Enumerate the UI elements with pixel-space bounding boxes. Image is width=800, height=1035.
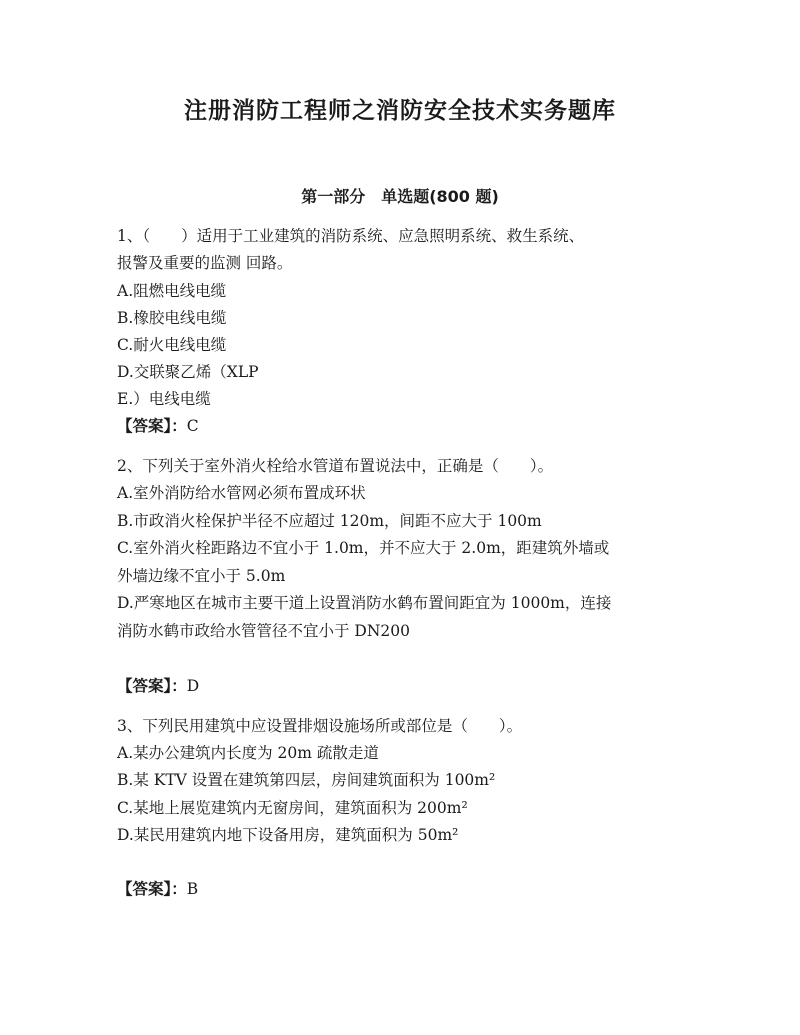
question-2-option-d-line-2: 消防水鹤市政给水管管径不宜小于 DN200	[117, 622, 411, 640]
question-1-option-e: E.）电线电缆	[117, 390, 211, 408]
question-1-option-d: D.交联聚乙烯（XLP	[117, 363, 259, 381]
answer-value: C	[186, 417, 199, 435]
question-3-stem: 3、下列民用建筑中应设置排烟设施场所或部位是（ ）。	[117, 717, 523, 735]
question-3-option-c: C.某地上展览建筑内无窗房间，建筑面积为 200m²	[117, 799, 468, 817]
answer-label: 【答案】：	[117, 880, 187, 898]
answer-label: 【答案】：	[117, 677, 187, 695]
question-1-option-b: B.橡胶电线电缆	[117, 309, 227, 327]
question-2-option-d-line-1: D.严寒地区在城市主要干道上设置消防水鹤布置间距宜为 1000m，连接	[117, 594, 612, 612]
question-1-answer	[117, 416, 199, 436]
question-2-option-b: B.市政消火栓保护半径不应超过 120m，间距不应大于 100m	[117, 512, 542, 530]
answer-label: 【答案】：	[117, 417, 187, 435]
question-2-answer	[117, 676, 199, 696]
question-1-option-a: A.阻燃电线电缆	[117, 282, 227, 300]
question-1-stem-line-2: 报警及重要的监测 回路。	[117, 254, 293, 272]
document-title: 注册消防工程师之消防安全技术实务题库	[184, 98, 616, 124]
answer-value: D	[186, 677, 200, 695]
question-1-option-c: C.耐火电线电缆	[117, 336, 227, 354]
question-2-option-c-line-1: C.室外消火栓距路边不宜小于 1.0m，并不应大于 2.0m，距建筑外墙或	[117, 539, 610, 557]
question-3-option-a: A.某办公建筑内长度为 20m 疏散走道	[117, 744, 379, 762]
question-2-option-c-line-2: 外墙边缘不宜小于 5.0m	[117, 567, 286, 585]
question-3-option-d: D.某民用建筑内地下设备用房，建筑面积为 50m²	[117, 826, 459, 844]
answer-value: B	[186, 880, 199, 898]
question-2-stem: 2、下列关于室外消火栓给水管道布置说法中，正确是（ ）。	[117, 457, 554, 475]
question-3-option-b: B.某 KTV 设置在建筑第四层，房间建筑面积为 100m²	[117, 771, 496, 789]
question-2-option-a: A.室外消防给水管网必须布置成环状	[117, 484, 366, 502]
section-title: 第一部分 单选题(800 题)	[301, 187, 499, 206]
question-3-answer	[117, 879, 198, 899]
question-1-stem-line-1: 1、（ ）适用于工业建筑的消防系统、应急照明系统、救生系统、	[117, 227, 585, 245]
